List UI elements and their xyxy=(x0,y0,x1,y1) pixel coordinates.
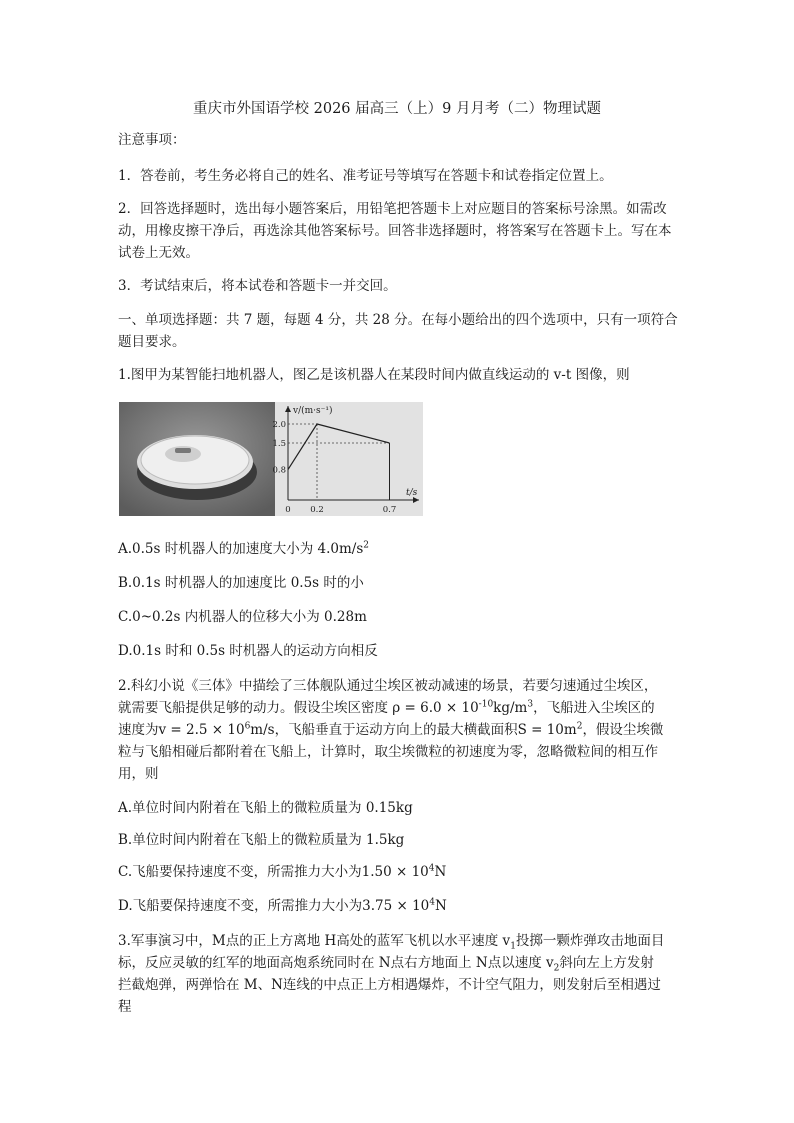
vt-xtick-label: 0.2 xyxy=(310,505,324,515)
q2-option-b: B.单位时间内附着在飞船上的微粒质量为 1.5kg xyxy=(118,832,405,848)
q2-line-1: 2.科幻小说《三体》中描绘了三体舰队通过尘埃区被动减速的场景，若要匀速通过尘埃区， xyxy=(118,678,658,694)
question-1-stem: 1.图甲为某智能扫地机器人，图乙是该机器人在某段时间内做直线运动的 v-t 图像，则 xyxy=(118,367,630,383)
q3-line-4: 程 xyxy=(118,999,132,1015)
q2-line-4: 粒与飞船相碰后都附着在飞船上，计算时，取尘埃微粒的初速度为零，忽略微粒间的相互作 xyxy=(118,744,658,760)
robot-vacuum-photo xyxy=(119,402,275,516)
q1-option-b: B.0.1s 时机器人的加速度比 0.5s 时的小 xyxy=(118,575,364,591)
question-1-figure xyxy=(119,402,423,516)
vt-xtick-label: 0.7 xyxy=(382,505,397,515)
vt-ytick-label: 1.5 xyxy=(272,439,286,449)
vt-ytick-label: 0.8 xyxy=(272,465,286,476)
q2-line-2: 就需要飞船提供足够的动力。假设尘埃区密度 $\rho = 6.0 \times 10^{-10}kg/m^3$，飞船进入尘埃区的 xyxy=(118,699,655,716)
q2-option-a: A.单位时间内附着在飞船上的微粒质量为 0.15kg xyxy=(118,800,413,816)
q1-option-c: C.0~0.2s 内机器人的位移大小为 0.28m xyxy=(118,609,367,625)
vt-series-line xyxy=(288,424,390,470)
note-3: 3．考试结束后，将本试卷和答题卡一并交回。 xyxy=(118,278,397,294)
note-2: 2．回答选择题时，选出每小题答案后，用铅笔把答题卡上对应题目的答案标号涂黑。如需改动，用橡皮擦干净后，再选涂其他答案标号。回答非选择题时，将答案写在答题卡上。写在本试卷上无效。 xyxy=(118,201,672,261)
vt-ytick-label: 2.0 xyxy=(272,420,286,430)
note-1: 1．答卷前，考生务必将自己的姓名、准考证号等填写在答题卡和试卷指定位置上。 xyxy=(118,168,613,184)
q1-option-d: D.0.1s 时和 0.5s 时机器人的运动方向相反 xyxy=(118,643,378,659)
q3-line-1: 3.军事演习中，M点的正上方离地 H高处的蓝军飞机以水平速度 $v_1$投掷一颗炸弹攻击地面目 xyxy=(118,933,665,952)
notes-heading: 注意事项： xyxy=(118,132,186,148)
vt-x-axis-label: t/s xyxy=(406,488,418,498)
page-title: 重庆市外国语学校 2026 届高三（上）9 月月考（二）物理试题 xyxy=(193,101,601,117)
q2-line-3: 速度为$v = 2.5 \times 10^6m/s$，飞船垂直于运动方向上的最大横截面积$S = 10m^2$，假设尘埃微 xyxy=(118,721,664,738)
q2-option-d: D.飞船要保持速度不变，所需推力大小为$3.75 \times 10^4N$ xyxy=(118,897,447,914)
q3-line-3: 拦截炮弹，两弹恰在 M、N连线的中点正上方相遇爆炸，不计空气阻力，则发射后至相遇过 xyxy=(118,977,661,993)
q2-line-5: 用，则 xyxy=(118,766,159,782)
vt-y-axis-label: v/(m·s⁻¹) xyxy=(293,406,333,416)
q2-option-c: C.飞船要保持速度不变，所需推力大小为$1.50 \times 10^4N$ xyxy=(118,863,447,880)
vt-graph xyxy=(272,402,423,516)
section-1-heading: 一、单项选择题：共 7 题，每题 4 分，共 28 分。在每小题给出的四个选项中，只有一项符合题目要求。 xyxy=(118,312,678,350)
q1-option-a: A.0.5s 时机器人的加速度大小为 $4.0m/s^2$ xyxy=(118,540,370,557)
q3-line-2: 标，反应灵敏的红军的地面高炮系统同时在 N点右方地面上 N点以速度 $v_2$斜向左上方发射 xyxy=(118,955,654,974)
vt-xtick-label: 0 xyxy=(285,505,291,515)
